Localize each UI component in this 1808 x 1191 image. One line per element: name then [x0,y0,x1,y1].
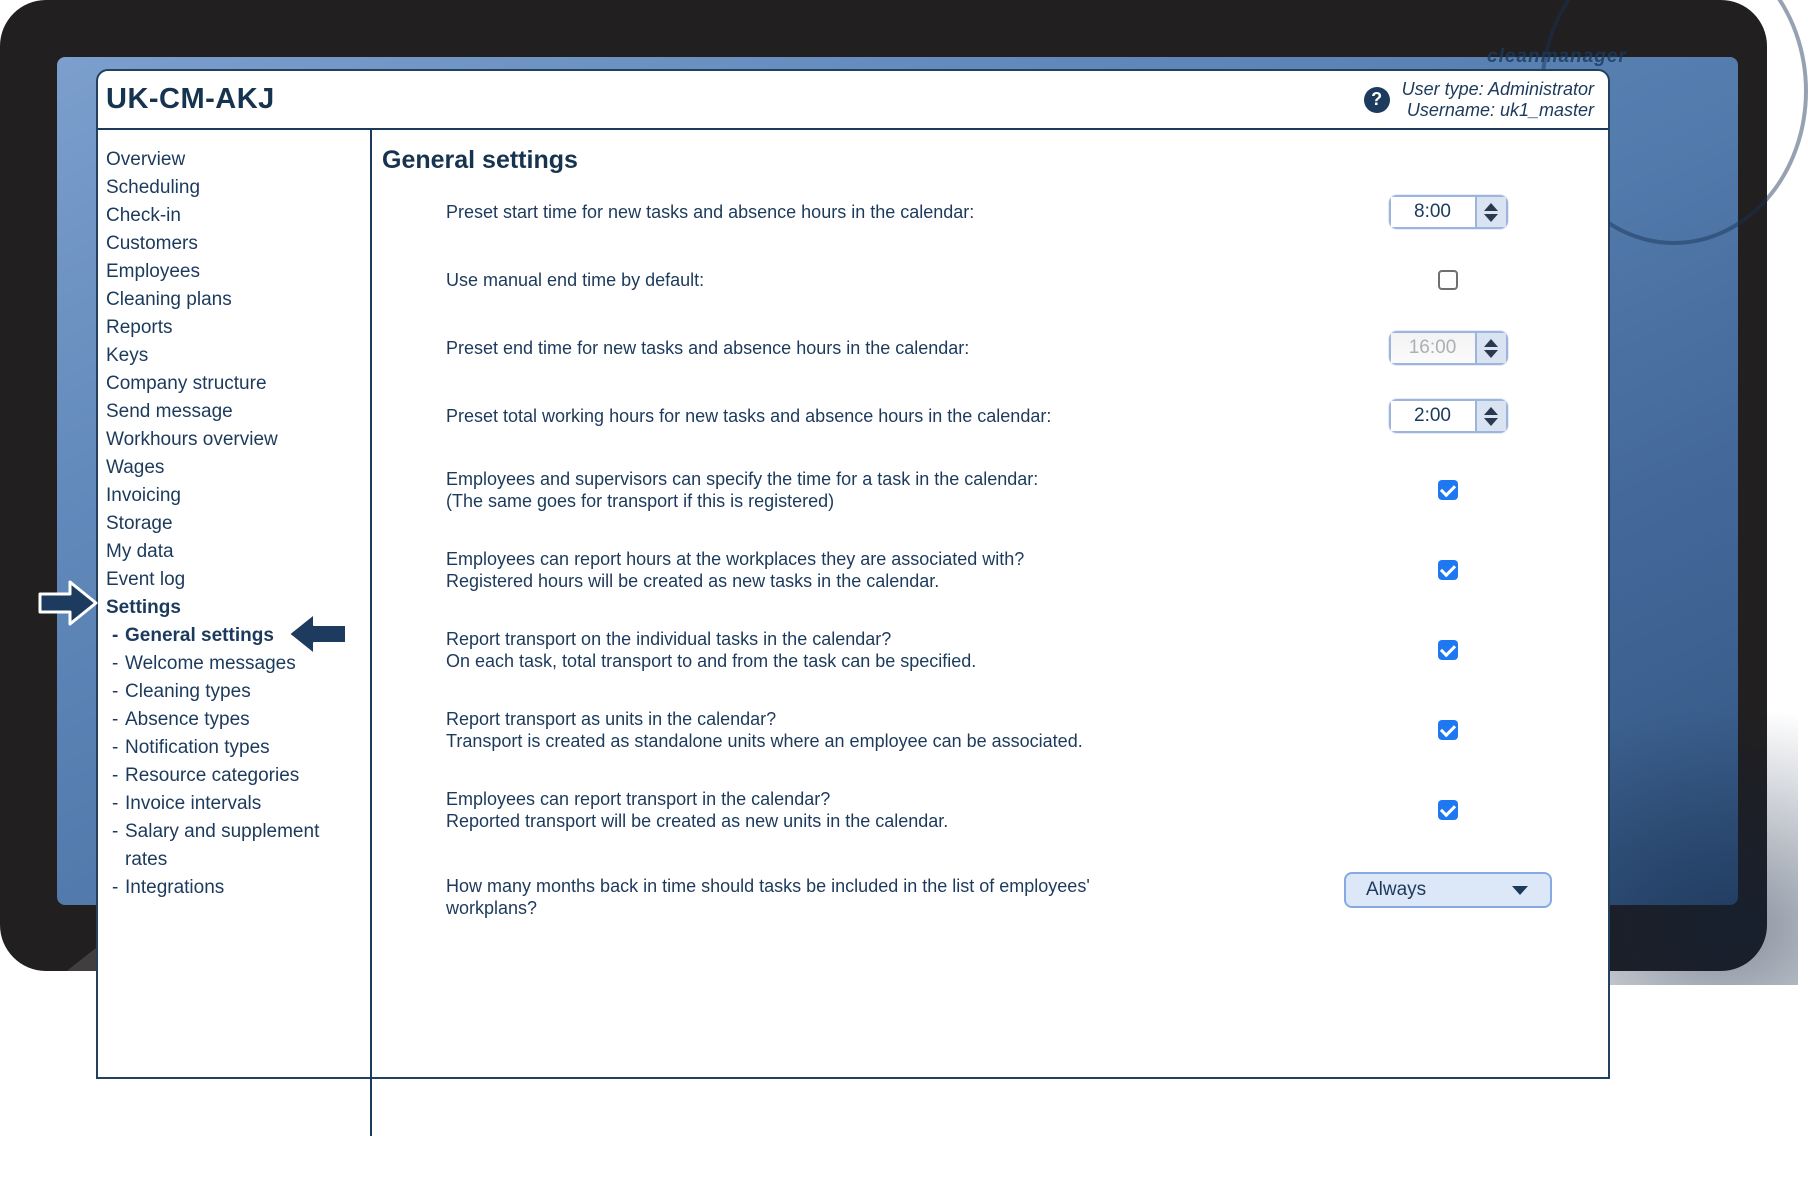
sidebar-subitem-label: Salary and supplement rates [125,821,320,870]
settings-rows [382,178,1608,930]
sidebar-subitem-invoice-intervals[interactable] [106,790,370,818]
sidebar-item-cleaning-plans[interactable]: Cleaning plans [106,289,232,310]
setting-row-how-many-months-back-in-time-should-task [382,850,1608,930]
sidebar-item-check-in[interactable]: Check-in [106,205,181,226]
subitem-dash: - [112,793,119,814]
setting-control-cell [1328,800,1568,820]
app-header [98,71,1608,130]
setting-control-cell [1328,872,1568,908]
sidebar-subitem-cleaning-types[interactable] [106,678,370,706]
sidebar-item-company-structure[interactable]: Company structure [106,373,267,394]
setting-control-cell [1328,560,1568,580]
sidebar-subitem-salary-and-supplement-rates[interactable] [106,818,370,874]
sidebar-item-event-log[interactable]: Event log [106,569,186,590]
sidebar-subitem-label: General settings [125,625,274,646]
checkmark-icon [1440,720,1456,736]
subitem-dash: - [112,737,119,758]
setting-label [382,788,1328,832]
sidebar-subitem-label: Welcome messages [125,653,296,674]
setting-row-report-transport-as-units-in-the-calenda [382,690,1608,770]
subitem-dash: - [112,765,119,786]
user-type-label: User type: Administrator [1401,78,1594,99]
setting-row-employees-can-report-hours-at-the-workpl [382,530,1608,610]
setting-label [382,628,1328,672]
setting-row-report-transport-on-the-individual-tasks [382,610,1608,690]
sidebar-item-scheduling[interactable]: Scheduling [106,177,201,198]
setting-row-preset-start-time-for-new-tasks-and-abse [382,178,1608,246]
checkbox-checked[interactable] [1438,480,1458,500]
setting-label-line2: workplans? [446,898,538,918]
sidebar-item-workhours-overview[interactable]: Workhours overview [106,429,278,450]
checkmark-icon [1440,800,1456,816]
header-right [1364,79,1594,121]
setting-label [382,708,1328,752]
setting-control-cell [1328,480,1568,500]
subitem-dash: - [112,625,119,646]
setting-row-preset-total-working-hours-for-new-tasks [382,382,1608,450]
help-icon[interactable]: ? [1364,87,1390,113]
setting-control-cell [1328,640,1568,660]
subitem-dash: - [112,681,119,702]
sidebar-item-keys[interactable]: Keys [106,345,149,366]
setting-row-use-manual-end-time-by-default [382,246,1608,314]
months-back-dropdown[interactable] [1344,872,1552,908]
spinner-up-icon[interactable] [1484,203,1498,211]
setting-label [382,337,1328,359]
sidebar-subitem-absence-types[interactable] [106,706,370,734]
setting-control-cell [1328,720,1568,740]
time-spinner-buttons[interactable] [1475,333,1506,363]
time-input-value[interactable]: 2:00 [1391,401,1475,431]
sidebar-item-send-message[interactable]: Send message [106,401,233,422]
general-settings-pointer-arrow-icon [286,612,348,656]
time-input[interactable] [1389,195,1508,229]
setting-control-cell [1328,195,1568,229]
username-label: Username: uk1_master [1406,99,1594,120]
main-content [372,130,1608,1136]
sidebar-item-settings[interactable]: Settings [106,597,181,618]
setting-control-cell [1328,270,1568,290]
page-title: General settings [382,146,578,174]
clipped-header-text: cleanmanager [1487,46,1627,67]
sidebar-item-customers[interactable]: Customers [106,233,198,254]
sidebar-subitem-label: Invoice intervals [125,793,262,814]
dropdown-selected-value: Always [1366,879,1427,900]
subitem-dash: - [112,709,119,730]
settings-pointer-arrow-icon [38,578,100,628]
setting-label [382,405,1328,427]
setting-label-line1: Preset end time for new tasks and absence hours in the calendar: [446,338,970,358]
sidebar-item-invoicing[interactable]: Invoicing [106,485,181,506]
sidebar-item-reports[interactable]: Reports [106,317,173,338]
setting-label-line1: Employees can report transport in the calendar? [446,789,831,809]
spinner-down-icon[interactable] [1484,214,1498,222]
setting-label-line1: Employees and supervisors can specify the time for a task in the calendar: [446,469,1039,489]
app-title: UK-CM-AKJ [106,83,275,115]
setting-label-line1: How many months back in time should tasks be included in the list of employees' [446,876,1090,896]
checkbox-checked[interactable] [1438,640,1458,660]
time-input[interactable] [1389,331,1508,365]
app-window [96,69,1610,1079]
sidebar-subitem-label: Cleaning types [125,681,251,702]
spinner-up-icon[interactable] [1484,407,1498,415]
setting-label-line1: Use manual end time by default: [446,270,705,290]
setting-label [382,548,1328,592]
setting-row-preset-end-time-for-new-tasks-and-absenc [382,314,1608,382]
time-input[interactable] [1389,399,1508,433]
sidebar-subitem-label: Resource categories [125,765,300,786]
time-spinner-buttons[interactable] [1475,401,1506,431]
setting-row-employees-and-supervisors-can-specify-th [382,450,1608,530]
desktop-background [57,46,1738,918]
sidebar-subitem-label: Integrations [125,877,225,898]
time-input-value[interactable]: 16:00 [1391,333,1475,363]
setting-label-line1: Preset total working hours for new tasks and absence hours in the calendar: [446,406,1052,426]
subitem-dash: - [112,821,119,842]
sidebar-item-overview[interactable]: Overview [106,149,186,170]
checkmark-icon [1440,560,1456,576]
setting-label-line1: Report transport as units in the calendar? [446,709,777,729]
sidebar-subitem-notification-types[interactable] [106,734,370,762]
checkbox-checked[interactable] [1438,720,1458,740]
setting-label-line2: Transport is created as standalone units where an employee can be associated. [446,731,1083,751]
sidebar-item-my-data[interactable]: My data [106,541,174,562]
setting-label-line2: Registered hours will be created as new tasks in the calendar. [446,571,940,591]
setting-label-line2: Reported transport will be created as new units in the calendar. [446,811,949,831]
sidebar-subitem-resource-categories[interactable] [106,762,370,790]
setting-control-cell [1328,399,1568,433]
setting-row-employees-can-report-transport-in-the-ca [382,770,1608,850]
sidebar-item-employees[interactable]: Employees [106,261,200,282]
sidebar-subitem-label: Notification types [125,737,270,758]
spinner-down-icon[interactable] [1484,418,1498,426]
setting-label-line2: (The same goes for transport if this is registered) [446,491,835,511]
checkmark-icon [1440,640,1456,656]
setting-label [382,875,1328,919]
spinner-down-icon[interactable] [1484,350,1498,358]
subitem-dash: - [112,653,119,674]
setting-label-line1: Preset start time for new tasks and absence hours in the calendar: [446,202,975,222]
sidebar-item-storage[interactable]: Storage [106,513,173,534]
setting-label-line2: On each task, total transport to and from the task can be specified. [446,651,977,671]
checkmark-icon [1440,480,1456,496]
checkbox-checked[interactable] [1438,800,1458,820]
subitem-dash: - [112,877,119,898]
sidebar-item-wages[interactable]: Wages [106,457,165,478]
setting-label [382,201,1328,223]
checkbox-checked[interactable] [1438,560,1458,580]
setting-control-cell [1328,331,1568,365]
user-info [1402,79,1594,121]
checkbox-unchecked[interactable] [1438,270,1458,290]
setting-label-line1: Report transport on the individual tasks in the calendar? [446,629,892,649]
time-spinner-buttons[interactable] [1475,197,1506,227]
setting-label-line1: Employees can report hours at the workplaces they are associated with? [446,549,1025,569]
sidebar-subitem-integrations[interactable] [106,874,370,902]
sidebar-subitem-label: Absence types [125,709,250,730]
chevron-down-icon [1512,886,1528,895]
setting-label [382,468,1328,512]
time-input-value[interactable]: 8:00 [1391,197,1475,227]
spinner-up-icon[interactable] [1484,339,1498,347]
setting-label [382,269,1328,291]
